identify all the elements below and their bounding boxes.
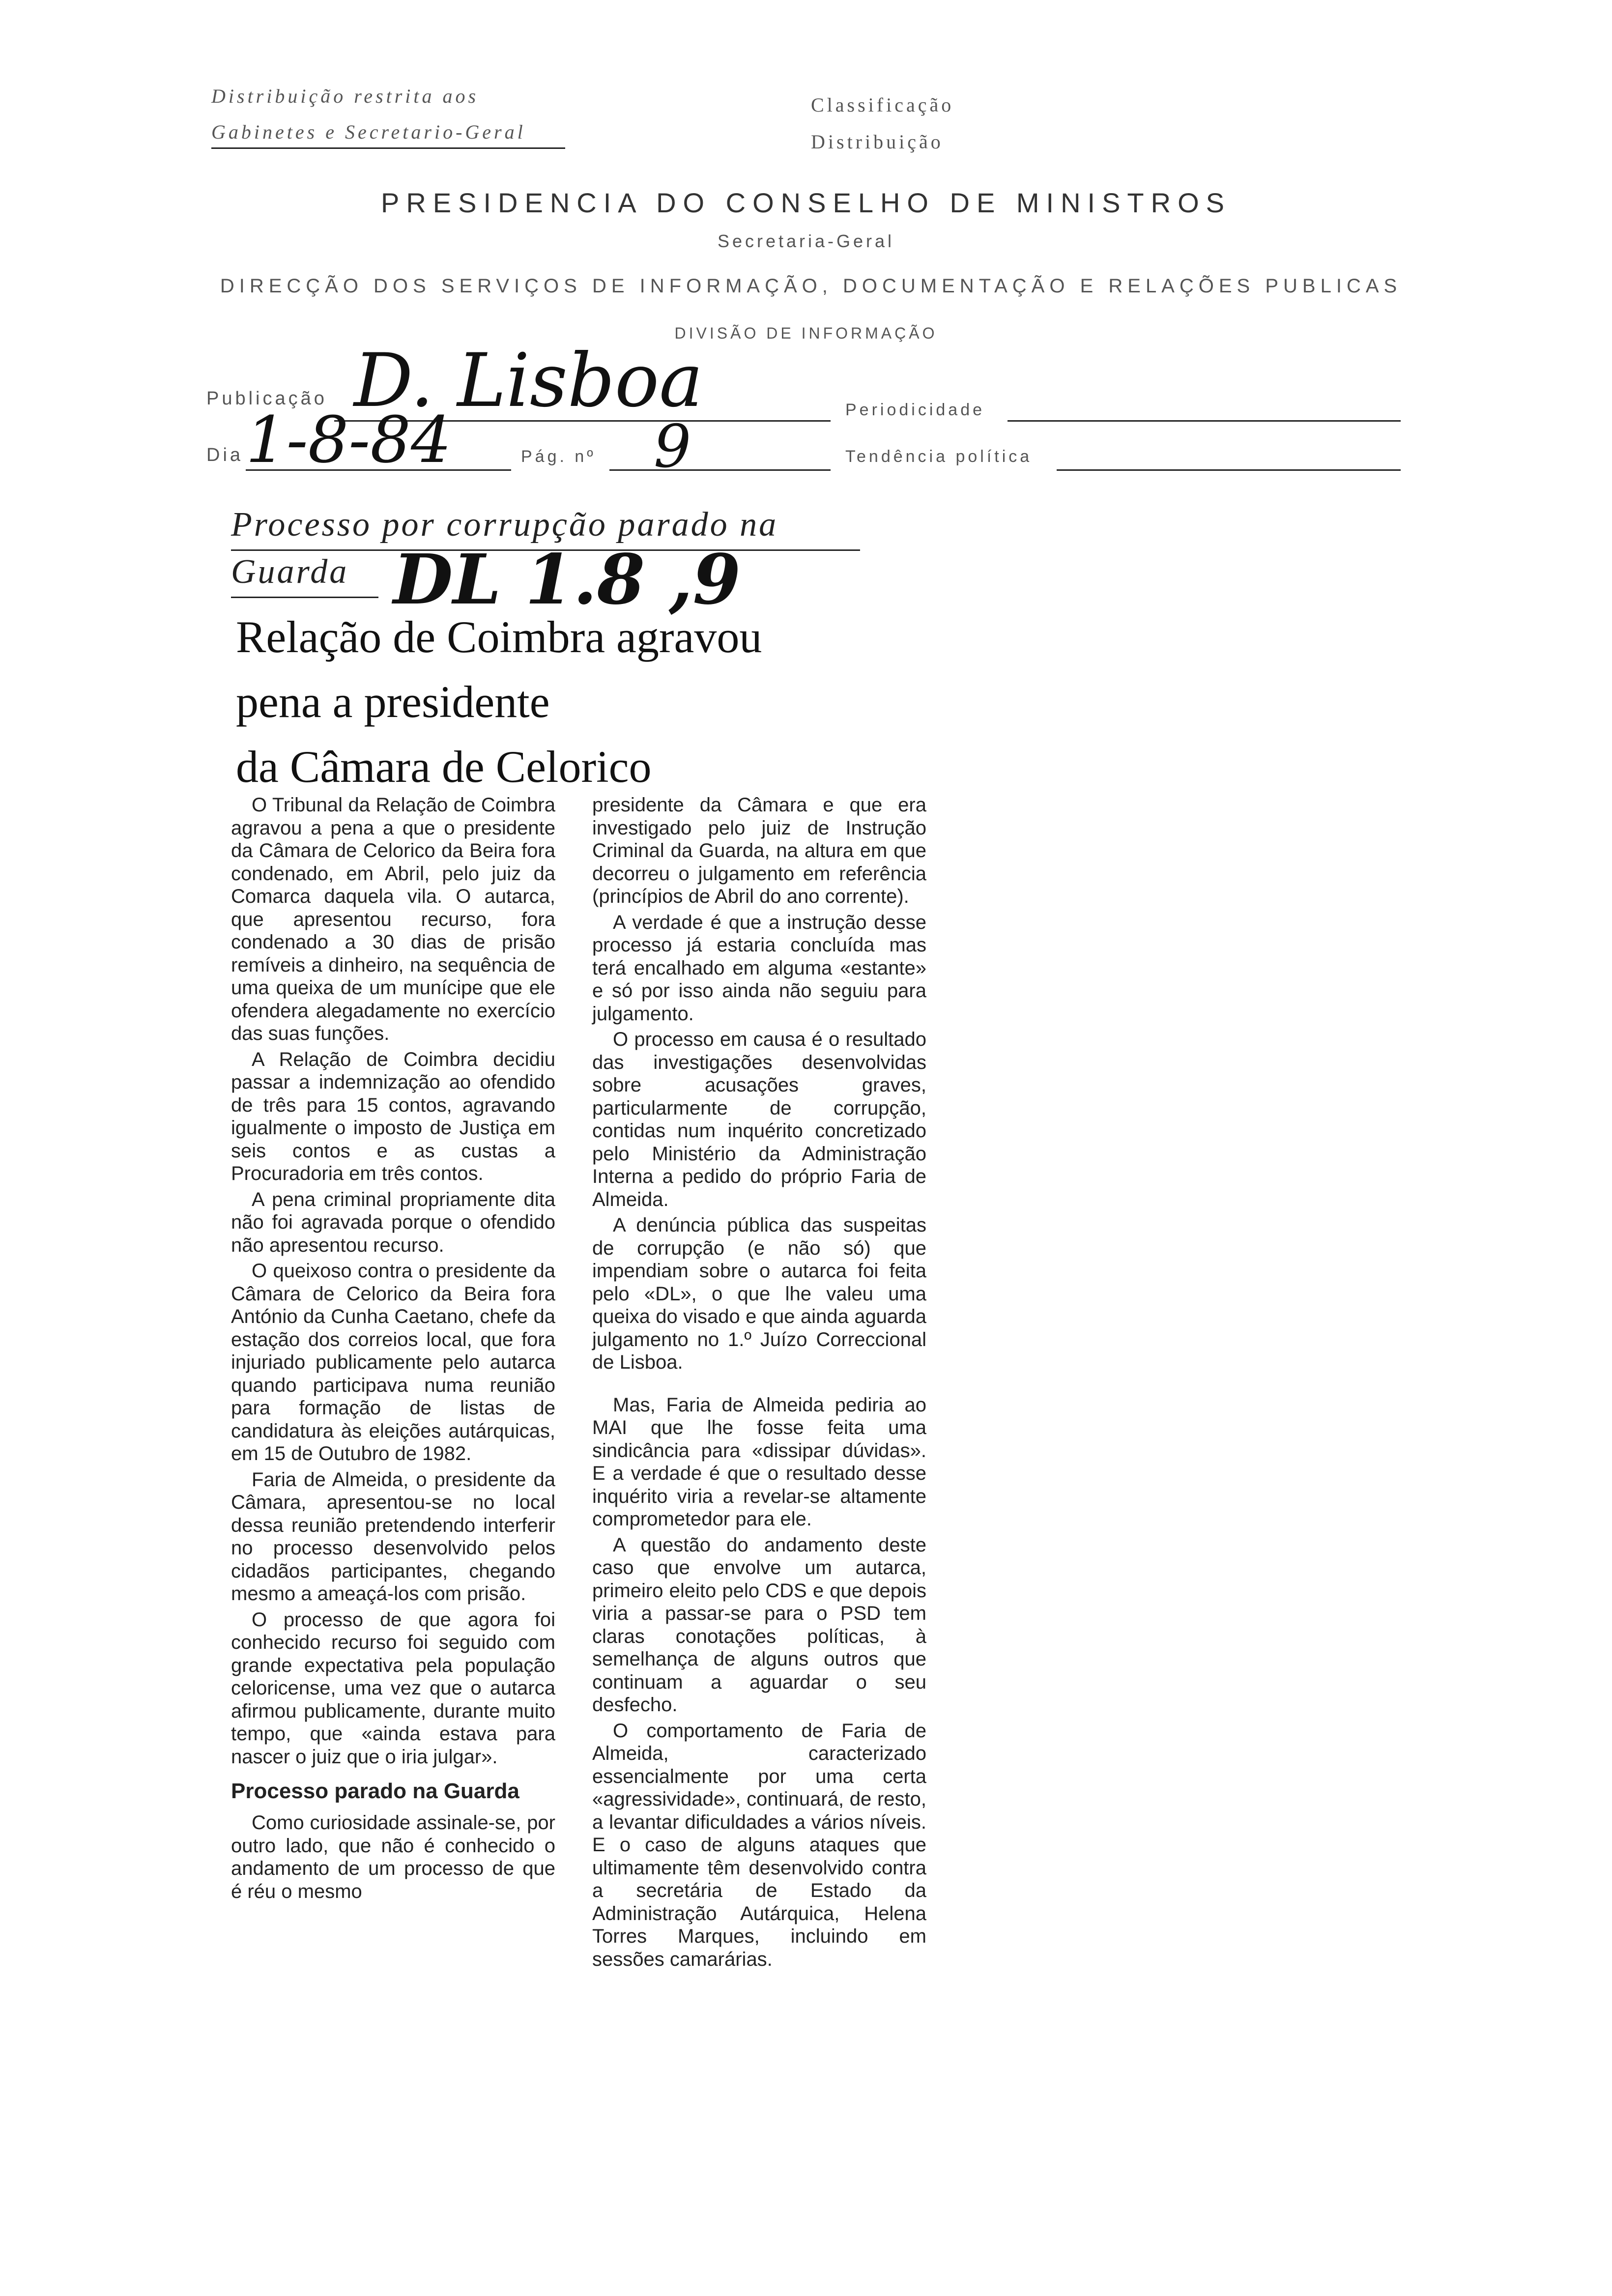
dia-line	[246, 469, 511, 471]
article-kicker: Processo por corrupção parado na Guarda	[231, 506, 778, 591]
left-paragraph: Como curiosidade assinale-se, por outro lado, que não é conhecido o andamento de um processo de que é réu o mesmo	[231, 1812, 555, 1902]
left-paragraph: A pena criminal propriamente dita não foi agravada porque o ofendido não apresentou recurso.	[231, 1188, 555, 1256]
distribution-note-line1: Distribuição restrita aos	[211, 85, 479, 107]
left-paragraph: Faria de Almeida, o presidente da Câmara, apresentou-se no local dessa reunião pretendendo interferir no processo desenvolvido pelos cidadãos participantes, chegando mesmo a ameaçá-los com prisão.	[231, 1468, 555, 1605]
divisao-label: DIVISÃO DE INFORMAÇÃO	[674, 324, 938, 342]
pagina-label: Pág. nº	[521, 447, 596, 466]
right-paragraph: presidente da Câmara e que era investigado pelo juiz de Instrução Criminal da Guarda, na altura em que decorreu o julgamento em referência (princípios de Abril do ano corrente).	[592, 794, 926, 907]
right-paragraph: O comportamento de Faria de Almeida, caracterizado essencialmente por uma certa «agressividade», continuará, de resto, a levantar dificuldades a vários níveis. E o caso de alguns ataques que ultimamente têm desenvolvido contra a secretária de Estado da Administração Autárquica, Helena Torres Marques, incluindo em sessões camarárias.	[592, 1720, 926, 1970]
pagina-line	[609, 469, 831, 471]
article-right-column	[592, 794, 926, 1974]
distribution-underline	[211, 147, 565, 149]
article-headline	[236, 604, 762, 799]
secretaria-label: Secretaria-Geral	[717, 231, 895, 251]
article-left-column	[231, 794, 555, 1906]
periodicidade-line	[1008, 420, 1401, 422]
direccao-label: DIRECÇÃO DOS SERVIÇOS DE INFORMAÇÃO, DOCUMENTAÇÃO E RELAÇÕES PUBLICAS	[220, 275, 1402, 297]
right-paragraph: Mas, Faria de Almeida pediria ao MAI que lhe fosse feita uma sindicância para «dissipar dúvidas». E a verdade é que o resultado desse inquérito viria a revelar-se altamente comprometedor para ele.	[592, 1394, 926, 1530]
periodicidade-label: Periodicidade	[845, 401, 985, 419]
classificacao-label: Classificação	[811, 94, 954, 116]
right-paragraph: A questão do andamento deste caso que envolve um autarca, primeiro eleito pelo CDS e que depois viria a passar-se para o PSD tem claras conotações políticas, à semelhança de alguns outros que continuam a aguardar o seu desfecho.	[592, 1534, 926, 1716]
tendencia-line	[1057, 469, 1401, 471]
right-paragraph: A verdade é que a instrução desse processo já estaria concluída mas terá encalhado em alguma «estante» e só por isso ainda não seguiu para julgamento.	[592, 911, 926, 1025]
handwritten-reference: DL 1.8 ,9	[393, 540, 741, 620]
dia-label: Dia	[206, 445, 244, 465]
right-paragraph: O processo em causa é o resultado das investigações desenvolvidas sobre acusações graves, particularmente de corrupção, contidas num inquérito concretizado pelo Ministério da Administração Interna a pedido do próprio Faria de Almeida.	[592, 1029, 926, 1210]
publicacao-label: Publicação	[206, 388, 327, 409]
left-paragraph: O queixoso contra o presidente da Câmara de Celorico da Beira fora António da Cunha Caetano, chefe da estação dos correios local, que fora injuriado publicamente pelo autarca quando participava numa reunião para formação de listas de candidatura às eleições autárquicas, em 15 de Outubro de 1982.	[231, 1260, 555, 1464]
distribution-note-line2: Gabinetes e Secretario-Geral	[211, 121, 526, 143]
tendencia-label: Tendência política	[845, 447, 1033, 466]
kicker-underline-2	[231, 597, 378, 598]
publicacao-handwritten: D. Lisboa	[354, 338, 703, 424]
left-paragraph: O processo de que agora foi conhecido recurso foi seguido com grande expectativa pela população celoricense, uma vez que o autarca afirmou publicamente, durante muito tempo, que «ainda estava para nascer o juiz que o iria julgar».	[231, 1608, 555, 1768]
left-paragraph: A Relação de Coimbra decidiu passar a indemnização ao ofendido de três para 15 contos, agravando igualmente o imposto de Justiça em seis contos e as custas a Procuradoria em três contos.	[231, 1048, 555, 1184]
pagina-handwritten: 9	[654, 413, 691, 481]
headline-line-3: da Câmara de Celorico	[236, 742, 652, 792]
dia-handwritten: 1-8-84	[246, 402, 452, 477]
presidency-title: PRESIDENCIA DO CONSELHO DE MINISTROS	[381, 187, 1231, 218]
article-subhead: Processo parado na Guarda	[231, 1779, 519, 1803]
headline-line-1: Relação de Coimbra agravou	[236, 612, 762, 662]
distribuicao-label: Distribuição	[811, 131, 944, 153]
headline-line-2: pena a presidente	[236, 677, 550, 727]
left-paragraph: O Tribunal da Relação de Coimbra agravou a pena a que o presidente da Câmara de Celorico da Beira fora condenado, em Abril, pelo juiz da Comarca daquela vila. O autarca, que apresentou recurso, fora condenado a 30 dias de prisão remíveis a dinheiro, na sequência de uma queixa de um munícipe que ele ofendera alegadamente no exercício das suas funções.	[231, 794, 555, 1044]
right-paragraph: A denúncia pública das suspeitas de corrupção (e não só) que impendiam sobre o autarca foi feita pelo «DL», o que lhe valeu uma queixa do visado e que ainda aguarda julgamento no 1.º Juízo Correccional de Lisboa.	[592, 1214, 926, 1373]
